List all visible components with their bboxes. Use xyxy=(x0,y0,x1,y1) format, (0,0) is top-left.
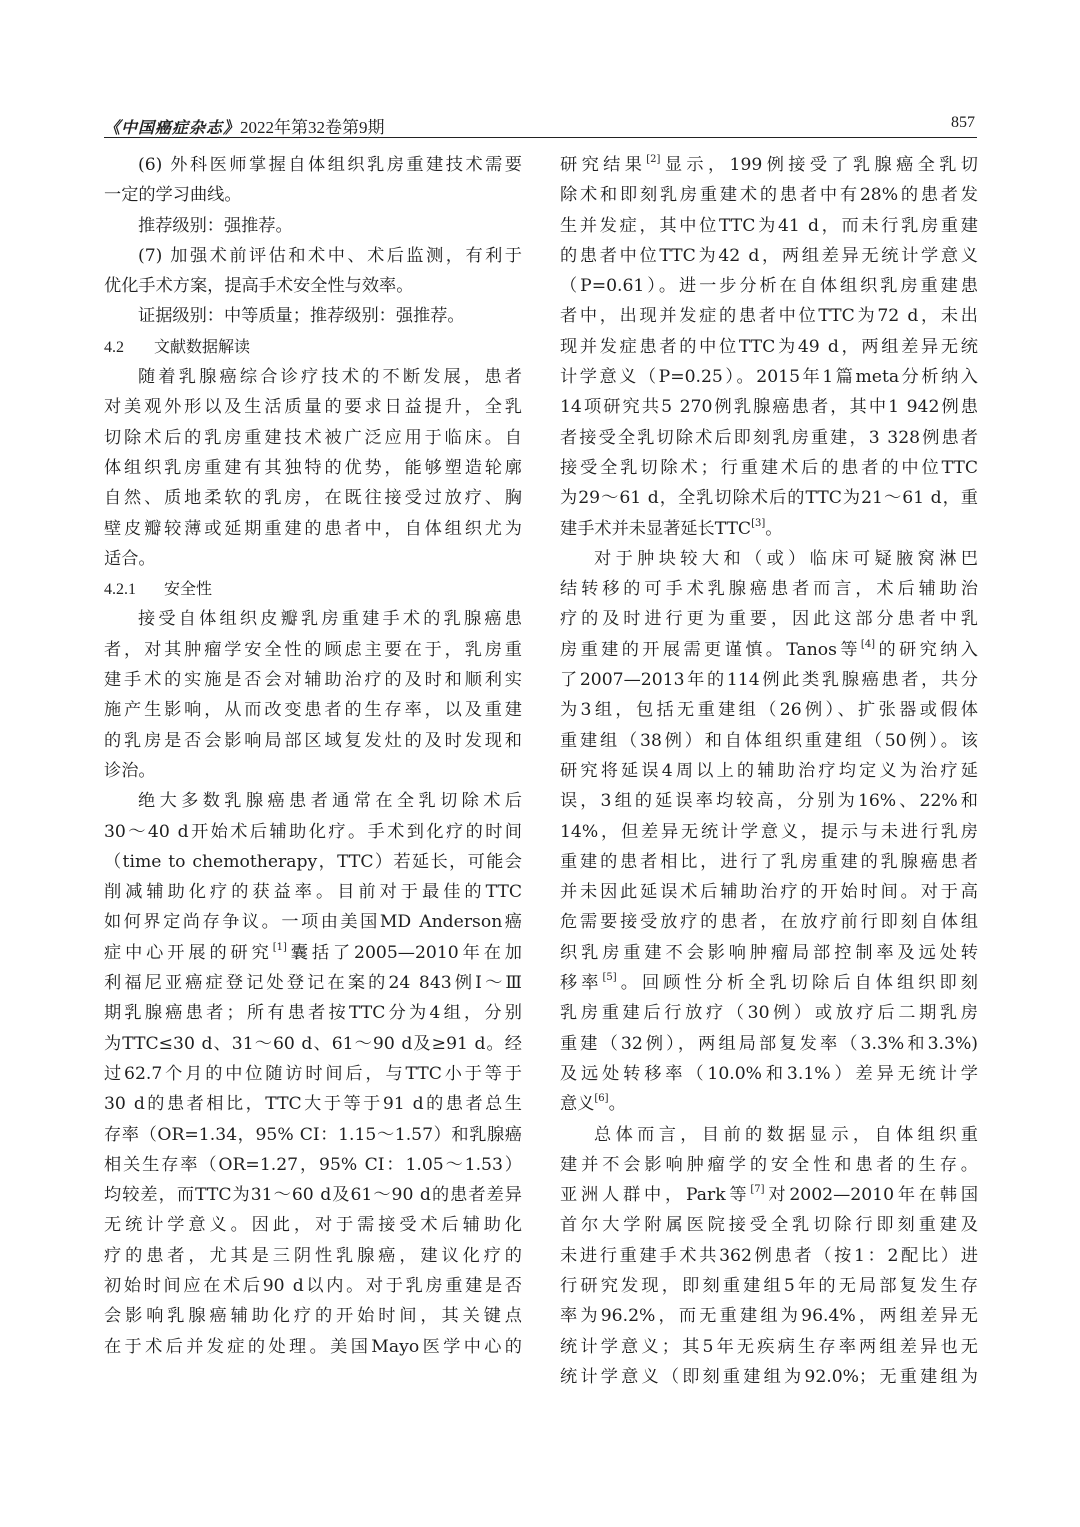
line-text: 者，对其肿瘤学安全性的顾虑主要在于，乳房重 xyxy=(104,639,522,660)
text-line xyxy=(560,392,978,422)
text-line xyxy=(560,968,978,998)
text-line xyxy=(560,1332,978,1362)
line-text: 切除术后的乳房重建技术被广泛应用于临床。自 xyxy=(104,427,522,448)
text-line xyxy=(104,362,522,392)
text-line xyxy=(104,1271,522,1301)
text-line xyxy=(104,544,522,574)
line-text: 者接受全乳切除术后即刻乳房重建，3 328例患者 xyxy=(560,427,978,448)
line-text: 移率 xyxy=(560,973,603,994)
text-line xyxy=(560,1241,978,1271)
text-line xyxy=(560,695,978,725)
left-column xyxy=(104,150,522,1362)
citation-ref[interactable]: [3] xyxy=(751,517,766,529)
line-text: 过62.7个月的中位随访时间后，与TTC小于等于 xyxy=(104,1063,522,1084)
line-text: 亚洲人群中，Park等 xyxy=(560,1185,751,1206)
line-text: 现并发症患者的中位TTC为49 d，两组差异无统 xyxy=(560,336,978,357)
line-text: 绝大多数乳腺癌患者通常在全乳切除术后 xyxy=(138,791,522,812)
section-heading xyxy=(104,332,522,362)
text-line xyxy=(104,453,522,483)
line-text: 未进行重建手术共362例患者（按1：2配比）进 xyxy=(560,1245,978,1266)
text-line xyxy=(560,726,978,756)
line-text: 意义 xyxy=(560,1094,595,1115)
line-text: 适合。 xyxy=(104,548,156,569)
text-line xyxy=(560,241,978,271)
text-line xyxy=(104,726,522,756)
text-line xyxy=(104,271,522,301)
text-line xyxy=(560,180,978,210)
text-line xyxy=(104,301,522,331)
line-text: 研究结果 xyxy=(560,155,647,175)
line-text: 除术和即刻乳房重建术的患者中有28%的患者发 xyxy=(560,185,978,206)
text-line xyxy=(104,938,522,968)
text-line xyxy=(560,211,978,241)
line-text: 为TTC≤30 d、31～60 d、61～90 d及≥91 d。经 xyxy=(104,1033,522,1054)
line-text: 结转移的可手术乳腺癌患者而言，术后辅助治 xyxy=(560,579,978,600)
line-text: （time to chemotherapy，TTC）若延长，可能会 xyxy=(104,851,522,872)
text-line xyxy=(104,483,522,513)
line-text: 会影响乳腺癌辅助化疗的开始时间，其关键点 xyxy=(104,1306,522,1327)
line-text: 者中，出现并发症的患者中位TTC为72 d，未出 xyxy=(560,306,978,327)
text-line xyxy=(104,392,522,422)
text-line xyxy=(104,150,522,180)
text-line xyxy=(104,1241,522,1271)
line-text: 壁皮瓣较薄或延期重建的患者中，自体组织尤为 xyxy=(104,518,522,539)
line-text-after-ref: 的研究纳入 xyxy=(875,639,978,660)
text-line xyxy=(104,1089,522,1119)
line-text: 推荐级别：强推荐。 xyxy=(138,215,293,236)
text-line xyxy=(104,756,522,786)
line-text: 在于术后并发症的处理。美国Mayo医学中心的 xyxy=(104,1336,522,1357)
text-line xyxy=(560,483,978,513)
line-text: 重建组（38例）和自体组织重建组（50例）。该 xyxy=(560,730,978,751)
text-line xyxy=(560,938,978,968)
text-line xyxy=(560,998,978,1028)
line-text: 对于肿块较大和（或）临床可疑腋窝淋巴 xyxy=(594,548,978,569)
line-text: 建手术的实施是否会对辅助治疗的及时和顺利实 xyxy=(104,670,522,691)
line-text: 建手术并未显著延长TTC xyxy=(560,518,752,539)
line-text: 体组织乳房重建有其独特的优势，能够塑造轮廓 xyxy=(104,457,522,478)
line-text: 了2007—2013年的114例此类乳腺癌患者，共分 xyxy=(560,670,978,691)
line-text: 存率（OR=1.34，95% CI：1.15～1.57）和乳腺癌 xyxy=(104,1124,522,1145)
text-line xyxy=(560,544,978,574)
line-text: 建并不会影响肿瘤学的安全性和患者的生存。 xyxy=(560,1154,978,1175)
section-heading xyxy=(104,574,522,604)
text-line xyxy=(560,1029,978,1059)
line-text: 率为96.2%，而无重建组为96.4%，两组差异无 xyxy=(560,1306,978,1327)
text-line xyxy=(560,332,978,362)
text-line xyxy=(560,604,978,634)
right-column xyxy=(560,150,978,1392)
text-line xyxy=(104,1120,522,1150)
line-text: 优化手术方案，提高手术安全性与效率。 xyxy=(104,276,414,297)
running-header xyxy=(104,112,977,138)
text-line xyxy=(560,423,978,453)
text-line xyxy=(560,847,978,877)
text-line xyxy=(560,817,978,847)
line-text: 乳房重建后行放疗（30例）或放疗后二期乳房 xyxy=(560,1003,978,1024)
text-line xyxy=(560,362,978,392)
citation-ref[interactable]: [7] xyxy=(750,1184,765,1196)
line-text: 均较差，而TTC为31～60 d及61～90 d的患者差异 xyxy=(104,1185,522,1206)
section-title: 文献数据解读 xyxy=(154,336,251,356)
journal-name: 《中国癌症杂志》 xyxy=(104,118,241,137)
line-text: 30 d的患者相比，TTC大于等于91 d的患者总生 xyxy=(104,1094,522,1115)
line-text-after-ref: 显示，199例接受了乳腺癌全乳切 xyxy=(660,155,978,175)
line-text: 施产生影响，从而改变患者的生存率，以及重建 xyxy=(104,700,522,721)
line-text: 一定的学习曲线。 xyxy=(104,185,242,206)
text-line xyxy=(560,1301,978,1331)
line-text: 利福尼亚癌症登记处登记在案的24 843例Ⅰ～Ⅲ xyxy=(104,973,522,994)
text-line xyxy=(560,907,978,937)
line-text: 的乳房是否会影响局部区域复发灶的及时发现和 xyxy=(104,730,522,751)
line-text: 重建的患者相比，进行了乳房重建的乳腺癌患者 xyxy=(560,851,978,872)
line-text: 疗的及时进行更为重要，因此这部分患者中乳 xyxy=(560,609,978,630)
line-text: (6) 外科医师掌握自体组织乳房重建技术需要 xyxy=(138,155,522,175)
line-text: 接受全乳切除术；行重建术后的患者的中位TTC xyxy=(560,457,978,478)
line-text: （P=0.61）。进一步分析在自体组织乳房重建患 xyxy=(560,276,978,297)
text-line xyxy=(104,1150,522,1180)
line-text: 证据级别：中等质量；推荐级别：强推荐。 xyxy=(138,306,465,327)
text-line xyxy=(104,211,522,241)
line-text: 14%，但差异无统计学意义，提示与未进行乳房 xyxy=(560,821,978,842)
line-text: 为29～61 d，全乳切除术后的TTC为21～61 d，重 xyxy=(560,488,978,509)
text-line xyxy=(560,1362,978,1392)
text-line xyxy=(104,1210,522,1240)
text-line xyxy=(560,1180,978,1210)
line-text: 生并发症，其中位TTC为41 d，而未行乳房重建 xyxy=(560,215,978,236)
text-line xyxy=(104,877,522,907)
line-text: 危需要接受放疗的患者，在放疗前行即刻自体组 xyxy=(560,912,978,933)
journal-issue: 2022年第32卷第9期 xyxy=(240,118,385,137)
line-text-after-ref: 囊括了2005—2010年在加 xyxy=(286,942,522,963)
text-line xyxy=(560,271,978,301)
text-line xyxy=(104,1059,522,1089)
line-text: 并未因此延误术后辅助治疗的开始时间。对于高 xyxy=(560,882,978,903)
line-text: 随着乳腺癌综合诊疗技术的不断发展，患者 xyxy=(138,367,522,388)
line-text: 初始时间应在术后90 d以内。对于乳房重建是否 xyxy=(104,1275,522,1296)
text-line xyxy=(560,150,978,180)
line-text: 自然、质地柔软的乳房，在既往接受过放疗、胸 xyxy=(104,488,522,509)
line-text-after-ref: 。 xyxy=(608,1094,626,1115)
line-text: 统计学意义（即刻重建组为92.0%；无重建组为 xyxy=(560,1366,978,1387)
text-line xyxy=(104,1180,522,1210)
line-text-after-ref: 对2002—2010年在韩国 xyxy=(764,1185,978,1206)
citation-ref[interactable]: [5] xyxy=(602,972,617,984)
citation-ref[interactable]: [1] xyxy=(272,941,287,953)
text-line xyxy=(104,1029,522,1059)
text-line xyxy=(560,1120,978,1150)
line-text: 首尔大学附属医院接受全乳切除行即刻重建及 xyxy=(560,1215,978,1236)
section-number: 4.2 xyxy=(104,338,124,356)
text-line xyxy=(104,907,522,937)
text-line xyxy=(104,695,522,725)
line-text: 期乳腺癌患者；所有患者按TTC分为4组，分别 xyxy=(104,1003,522,1024)
line-text: 房重建的开展需更谨慎。Tanos等 xyxy=(560,639,861,660)
citation-ref[interactable]: [2] xyxy=(646,154,661,165)
text-line xyxy=(104,241,522,271)
line-text: 织乳房重建不会影响肿瘤局部控制率及远处转 xyxy=(560,942,978,963)
line-text: 症中心开展的研究 xyxy=(104,942,273,963)
text-line xyxy=(560,453,978,483)
line-text: 14项研究共5 270例乳腺癌患者，其中1 942例患 xyxy=(560,397,978,418)
text-line xyxy=(560,514,978,544)
text-line xyxy=(560,1210,978,1240)
section-number: 4.2.1 xyxy=(104,581,136,599)
line-text: 如何界定尚存争议。一项由美国MD Anderson癌 xyxy=(104,912,522,933)
line-text: 30～40 d开始术后辅助化疗。手术到化疗的时间 xyxy=(104,821,522,842)
text-line xyxy=(560,301,978,331)
text-line xyxy=(104,968,522,998)
text-line xyxy=(104,604,522,634)
text-line xyxy=(104,635,522,665)
text-line xyxy=(104,847,522,877)
page-number: 857 xyxy=(951,114,975,131)
line-text: 对美观外形以及生活质量的要求日益提升，全乳 xyxy=(104,397,522,418)
line-text: 的患者中位TTC为42 d，两组差异无统计学意义 xyxy=(560,245,978,266)
line-text: (7) 加强术前评估和术中、术后监测，有利于 xyxy=(138,245,522,266)
text-line xyxy=(560,756,978,786)
line-text: 计学意义（P=0.25）。2015年1篇meta分析纳入 xyxy=(560,367,978,388)
text-line xyxy=(560,786,978,816)
citation-ref[interactable]: [4] xyxy=(860,638,876,650)
line-text: 及远处转移率（10.0%和3.1%）差异无统计学 xyxy=(560,1063,978,1084)
text-line xyxy=(104,998,522,1028)
text-line xyxy=(104,786,522,816)
line-text: 相关生存率（OR=1.27，95% CI：1.05～1.53） xyxy=(104,1154,522,1175)
citation-ref[interactable]: [6] xyxy=(594,1093,609,1105)
line-text: 削减辅助化疗的获益率。目前对于最佳的TTC xyxy=(104,882,522,903)
line-text: 无统计学意义。因此，对于需接受术后辅助化 xyxy=(104,1215,522,1236)
text-line xyxy=(104,665,522,695)
journal-citation xyxy=(104,113,385,138)
text-line xyxy=(104,1332,522,1362)
line-text: 总体而言，目前的数据显示，自体组织重 xyxy=(594,1124,978,1145)
line-text-after-ref: 。 xyxy=(765,518,783,539)
text-line xyxy=(104,423,522,453)
line-text: 接受自体组织皮瓣乳房重建手术的乳腺癌患 xyxy=(138,609,522,630)
line-text: 误，3组的延误率均较高，分别为16%、22%和 xyxy=(560,791,978,812)
line-text: 行研究发现，即刻重建组5年的无局部复发生存 xyxy=(560,1275,978,1296)
text-line xyxy=(560,665,978,695)
text-line xyxy=(104,817,522,847)
line-text: 重建（32例），两组局部复发率（3.3%和3.3%) xyxy=(560,1033,978,1054)
text-line xyxy=(104,180,522,210)
text-line xyxy=(560,877,978,907)
text-line xyxy=(104,514,522,544)
text-line xyxy=(104,1301,522,1331)
text-line xyxy=(560,1059,978,1089)
text-line xyxy=(560,1089,978,1119)
text-line xyxy=(560,1150,978,1180)
section-title: 安全性 xyxy=(164,579,213,599)
text-line xyxy=(560,1271,978,1301)
line-text: 统计学意义；其5年无疾病生存率两组差异也无 xyxy=(560,1336,978,1357)
text-line xyxy=(560,574,978,604)
line-text-after-ref: 。回顾性分析全乳切除后自体组织即刻 xyxy=(616,973,978,994)
line-text: 疗的患者，尤其是三阴性乳腺癌，建议化疗的 xyxy=(104,1245,522,1266)
line-text: 诊治。 xyxy=(104,760,156,781)
line-text: 研究将延误4周以上的辅助治疗均定义为治疗延 xyxy=(560,760,978,781)
line-text: 为3组，包括无重建组（26例）、扩张器或假体 xyxy=(560,700,978,721)
text-line xyxy=(560,635,978,665)
